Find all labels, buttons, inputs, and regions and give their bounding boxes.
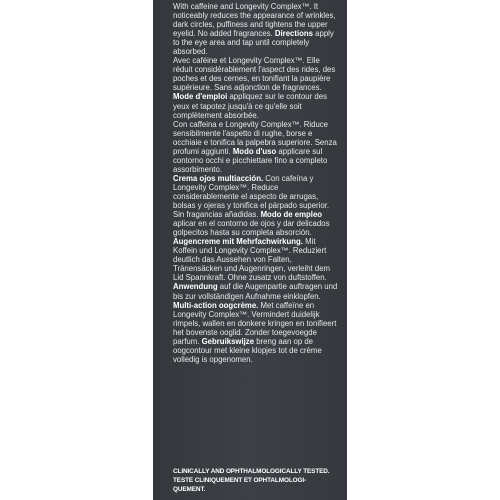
paragraph-german: [173, 237, 340, 300]
bold-heading-run: Mode d'emploi: [173, 92, 228, 102]
bold-heading-run: Anwendung: [173, 282, 218, 292]
bold-heading-run: Modo de empleo: [260, 210, 323, 220]
bold-heading-run: Directions: [274, 29, 313, 39]
text-run: appliquez sur le contour des yeux et tapotez jusqu'à ce qu'elle soit complètement absorbée.: [173, 92, 327, 120]
paragraph-italian: [173, 120, 340, 174]
bold-heading-run: Augencreme mit Mehrfachwirkung.: [173, 237, 303, 247]
text-run: breng aan op de oogcontour met kleine klopjes tot de crème volledig is opgenomen.: [173, 336, 322, 364]
bold-heading-run: Modo d'uso: [232, 146, 277, 156]
bold-heading-run: Gebruikswijze: [201, 336, 255, 346]
paragraph-spanish: [173, 174, 340, 237]
paragraph-dutch: [173, 301, 340, 364]
footer-line-3: QUEMENT.: [173, 485, 206, 493]
text-run: applicare sul contorno occhi e picchiettare fino a completo assorbimento.: [173, 146, 328, 174]
footer-line-2: TESTÉ CLINIQUEMENT ET OPHTALMOLOGI-: [173, 476, 307, 484]
label-body-text: [173, 2, 340, 364]
text-run: Mit Koffein und Longevity Complex™. Reduziert deutlich das Aussehen von Falten, Tränensäcken und Augenringen, verleiht dem Lid Spannkraft. Ohne zusatz von duftstoffen.: [173, 237, 331, 283]
text-run: Avec caféine et Longevity Complex™. Elle réduit considérablement l'aspect des rides, des poches et des cernes, en tonifiant la paupière supérieure. Sans adjonction de fragrances.: [173, 56, 336, 93]
paragraph-intro-english: [173, 2, 340, 56]
paragraph-french: [173, 56, 340, 119]
text-run: Con caffeina e Longevity Complex™. Riduce sensibilmente l'aspetto di rughe, borse e occhiaie e tonifica la palpebra superiore. Senza profumi aggiunti.: [173, 119, 337, 156]
text-run: apply to the eye area and tap until completely absorbed.: [173, 29, 334, 57]
text-run: aplicar en el contorno de ojos y dar delicados golpecitos hasta su completa absorción.: [173, 219, 330, 238]
text-run: Con cafeína y Longevity Complex™. Reduce considerablemente el aspecto de arrugas, bolsas y ojeras y tonifica el párpado superior. Sin fragancias añadidas.: [173, 173, 330, 220]
text-run: Met caffeïne en Longevity Complex™. Vermindert duidelijk rimpels, wallen en donkere kringen en tonifieert het bovenste ooglid. Zonder toegevoegde parfum.: [173, 300, 337, 346]
footer-line-1: CLINICALLY AND OPHTHALMOLOGICALLY TESTED.: [173, 468, 330, 475]
text-run: With caffeine and Longevity Complex™. It noticeably reduces the appearance of wrinkles, dark circles, puffiness and tightens the upper eyelid. No added fragrances.: [173, 2, 336, 39]
testing-claim-footer: [173, 468, 343, 494]
text-run: auf die Augenpartie auftragen und bis zur vollständigen Aufnahme einklopfen.: [173, 282, 338, 301]
label-text-panel: [153, 0, 347, 500]
bold-heading-run: Crema ojos multiacción.: [173, 173, 264, 183]
bold-heading-run: Multi-action oogcrème.: [173, 300, 259, 310]
